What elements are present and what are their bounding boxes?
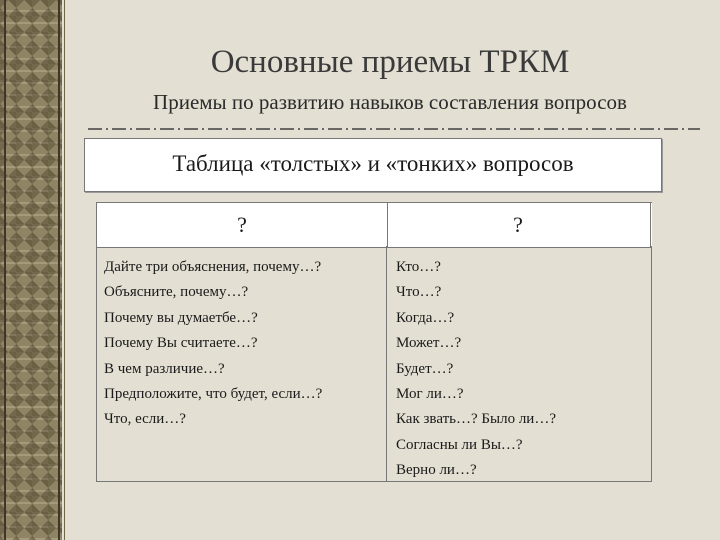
thin-questions-list [396,255,646,484]
list-item: Дайте три объяснения, почему…? [104,259,322,275]
list-item: Что…? [396,284,442,301]
slide-title: Основные приемы ТРКМ [210,44,570,80]
list-item: Когда…? [396,309,455,326]
table-header-row [96,202,652,248]
table-caption: Таблица «толстых» и «тонких» вопросов [84,138,662,192]
dashed-divider [88,124,700,134]
list-item: Согласны ли Вы…? [396,436,523,453]
header-thick-questions: ? [96,203,388,247]
decorative-side-line [58,0,60,540]
list-item: Будет…? [396,360,454,377]
thick-questions-list [104,255,384,433]
list-item: Верно ли…? [396,462,477,479]
questions-table [96,202,652,482]
list-item: Объясните, почему…? [104,284,249,301]
column-divider [386,246,387,482]
list-item: Кто…? [396,259,441,275]
decorative-side-line [64,0,65,540]
list-item: Почему Вы считаете…? [104,335,258,352]
list-item: Что, если…? [104,411,186,428]
table-border [96,246,97,482]
list-item: Мог ли…? [396,386,464,403]
list-item: Почему вы думаетбе…? [104,309,258,326]
list-item: Предположите, что будет, если…? [104,386,323,403]
list-item: В чем различие…? [104,360,225,377]
slide-subtitle: Приемы по развитию навыков составления вопросов [153,90,627,114]
header-thin-questions: ? [386,203,651,247]
decorative-side-band [0,0,62,540]
list-item: Может…? [396,335,462,352]
table-border [651,246,652,482]
decorative-side-line [4,0,6,540]
list-item: Как звать…? Было ли…? [396,411,556,428]
